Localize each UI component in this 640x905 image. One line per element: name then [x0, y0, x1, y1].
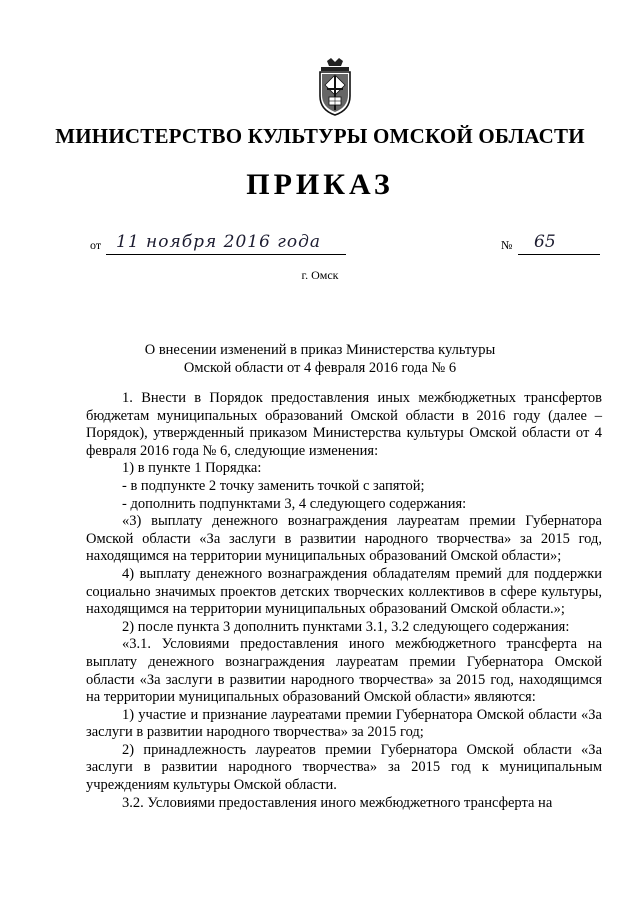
body-paragraph: «3) выплату денежного вознаграждения лауреатам премии Губернатора Омской области «За заслуги в развитии народного творчества» за 2015 год, находящимся на территории муниципальных образований Омской области»; [86, 513, 602, 565]
number-underline [518, 254, 600, 255]
body-paragraph: 1. Внести в Порядок предоставления иных межбюджетных трансфертов бюджетам муниципальных образований Омской области в 2016 году (далее – Порядок), утвержденный приказом Министерства культуры Омской области от 4 февраля 2016 года № 6, следующие изменения: [86, 390, 602, 459]
body-paragraph: 1) участие и признание лауреатами премии Губернатора Омской области «За заслуги в развитии народного творчества» за 2015 год; [86, 706, 602, 741]
city: г. Омск [301, 268, 339, 282]
subject-line: О внесении изменений в приказ Министерства культуры [144, 342, 496, 358]
number-prefix: № [501, 238, 513, 252]
subject-line: Омской области от 4 февраля 2016 года № 6 [183, 360, 457, 376]
date-number-row [90, 232, 600, 262]
body-paragraph: 4) выплату денежного вознаграждения обладателям премий для поддержки социально значимых проектов детских творческих коллективов в сфере культуры, находящимся на территории муниципальных образований Омской области.»; [86, 565, 602, 618]
body-paragraph: - в подпункте 2 точку заменить точкой с запятой; [122, 477, 425, 494]
body-paragraph: 3.2. Условиями предоставления иного межбюджетного трансферта на [122, 794, 553, 811]
order-body [86, 390, 602, 812]
handwritten-date: 11 ноября 2016 года [116, 232, 322, 252]
body-paragraph: - дополнить подпунктами 3, 4 следующего содержания: [122, 495, 467, 512]
body-paragraph: «3.1. Условиями предоставления иного межбюджетного трансферта на выплату денежного вознаграждения лауреатам премии Губернатора Омской области «За заслуги в развитии народного творчества» за 2015 год, находящимся на территории муниципальных образований Омской области» являются: [86, 636, 602, 706]
document-type-title: ПРИКАЗ [246, 168, 394, 201]
body-paragraph: 2) принадлежность лауреатов премии Губернатора Омской области «За заслуги в развитии народного творчества» за 2015 год к муниципальным учреждениям культуры Омской области. [86, 741, 602, 794]
order-subject [0, 341, 640, 377]
body-paragraph: 1) в пункте 1 Порядка: [122, 460, 262, 477]
ministry-name: МИНИСТЕРСТВО КУЛЬТУРЫ ОМСКОЙ ОБЛАСТИ [55, 124, 585, 148]
date-underline [106, 254, 346, 255]
omsk-coat-of-arms-icon [318, 58, 352, 116]
date-prefix: от [90, 238, 102, 252]
handwritten-number: 65 [534, 232, 556, 252]
body-paragraph: 2) после пункта 3 дополнить пунктами 3.1, 3.2 следующего содержания: [122, 618, 570, 635]
